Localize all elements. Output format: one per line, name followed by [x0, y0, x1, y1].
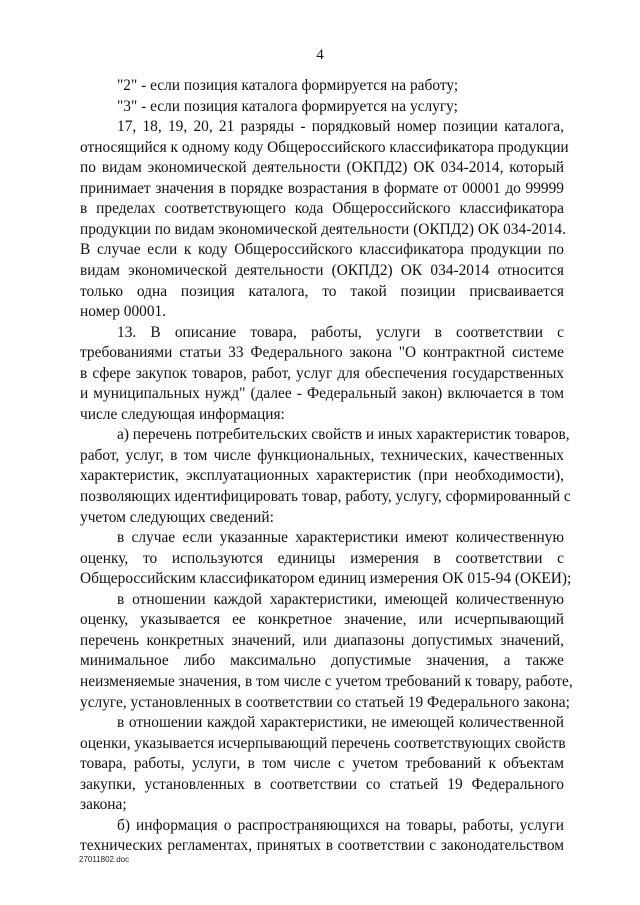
text-line: оценки, указывается исчерпывающий перечень соответствующих свойств	[80, 734, 566, 752]
text-line: технических регламентах, принятых в соответствии с законодательством	[80, 837, 564, 855]
text-line: В случае если к коду Общероссийского классификатора продукции по	[80, 241, 564, 259]
text-line: оценку, то используются единицы измерения в соответствии с	[80, 549, 564, 567]
text-line: закупки, установленных в соответствии со статьей 19 Федерального	[80, 775, 564, 793]
text-line: по видам экономической деятельности (ОКПД2) ОК 034-2014, который	[80, 159, 564, 177]
text-line: числе следующая информация:	[80, 405, 285, 423]
text-line: в отношении каждой характеристики, имеющей количественную	[117, 590, 564, 608]
text-line: минимальное либо максимально допустимые значения, а также	[80, 652, 564, 670]
text-line: и муниципальных нужд" (далее - Федеральный закон) включается в том	[80, 385, 564, 403]
text-line: 13. В описание товара, работы, услуги в соответствии с	[117, 323, 564, 341]
page-number: 4	[316, 47, 324, 63]
text-line: Общероссийским классификатором единиц измерения ОК 015-94 (ОКЕИ);	[80, 570, 572, 588]
text-line: в сфере закупок товаров, работ, услуг для обеспечения государственных	[80, 364, 564, 382]
text-line: перечень конкретных значений, или диапазоны допустимых значений,	[80, 631, 564, 649]
text-line: только одна позиция каталога, то такой позиции присваивается	[80, 282, 564, 300]
text-line: а) перечень потребительских свойств и иных характеристик товаров,	[117, 426, 570, 444]
text-line: оценку, указывается ее конкретное значение, или исчерпывающий	[80, 611, 564, 629]
text-line: б) информация о распространяющихся на товары, работы, услуги	[117, 816, 564, 834]
text-line: "2" - если позиция каталога формируется на работу;	[117, 77, 459, 94]
text-line: в пределах соответствующего кода Общероссийского классификатора	[80, 200, 564, 218]
text-line: номер 00001.	[80, 303, 167, 321]
text-line: в случае если указанные характеристики имеют количественную	[117, 529, 564, 547]
text-line: характеристик, эксплуатационных характеристик (при необходимости),	[80, 467, 564, 485]
text-line: учетом следующих сведений:	[80, 508, 274, 526]
text-line: работ, услуг, в том числе функциональных, технических, качественных	[80, 446, 564, 464]
footer-filename: 27011802.doc	[79, 855, 130, 864]
text-line: неизменяемые значения, в том числе с учетом требований к товару, работе,	[80, 672, 573, 690]
text-line: в отношении каждой характеристики, не имеющей количественной	[117, 714, 564, 732]
text-line: принимает значения в порядке возрастания в формате от 00001 до 99999	[80, 179, 564, 197]
text-line: "3" - если позиция каталога формируется на услугу;	[117, 97, 458, 115]
text-line: закона;	[80, 796, 127, 814]
text-line: услуге, установленных в соответствии со статьей 19 Федерального закона;	[80, 693, 570, 711]
text-line: товара, работы, услуги, в том числе с учетом требований к объектам	[80, 755, 564, 773]
text-line: требованиями статьи 33 Федерального закона "О контрактной системе	[80, 344, 564, 362]
text-line: относящийся к одному коду Общероссийского классификатора продукции	[80, 138, 569, 156]
text-line: продукции по видам экономической деятельности (ОКПД2) ОК 034-2014.	[80, 220, 566, 238]
text-line: видам экономической деятельности (ОКПД2) ОК 034-2014 относится	[80, 261, 564, 279]
text-line: 17, 18, 19, 20, 21 разряды - порядковый номер позиции каталога,	[117, 118, 564, 136]
text-line: позволяющих идентифицировать товар, работу, услугу, сформированный с	[80, 488, 571, 505]
